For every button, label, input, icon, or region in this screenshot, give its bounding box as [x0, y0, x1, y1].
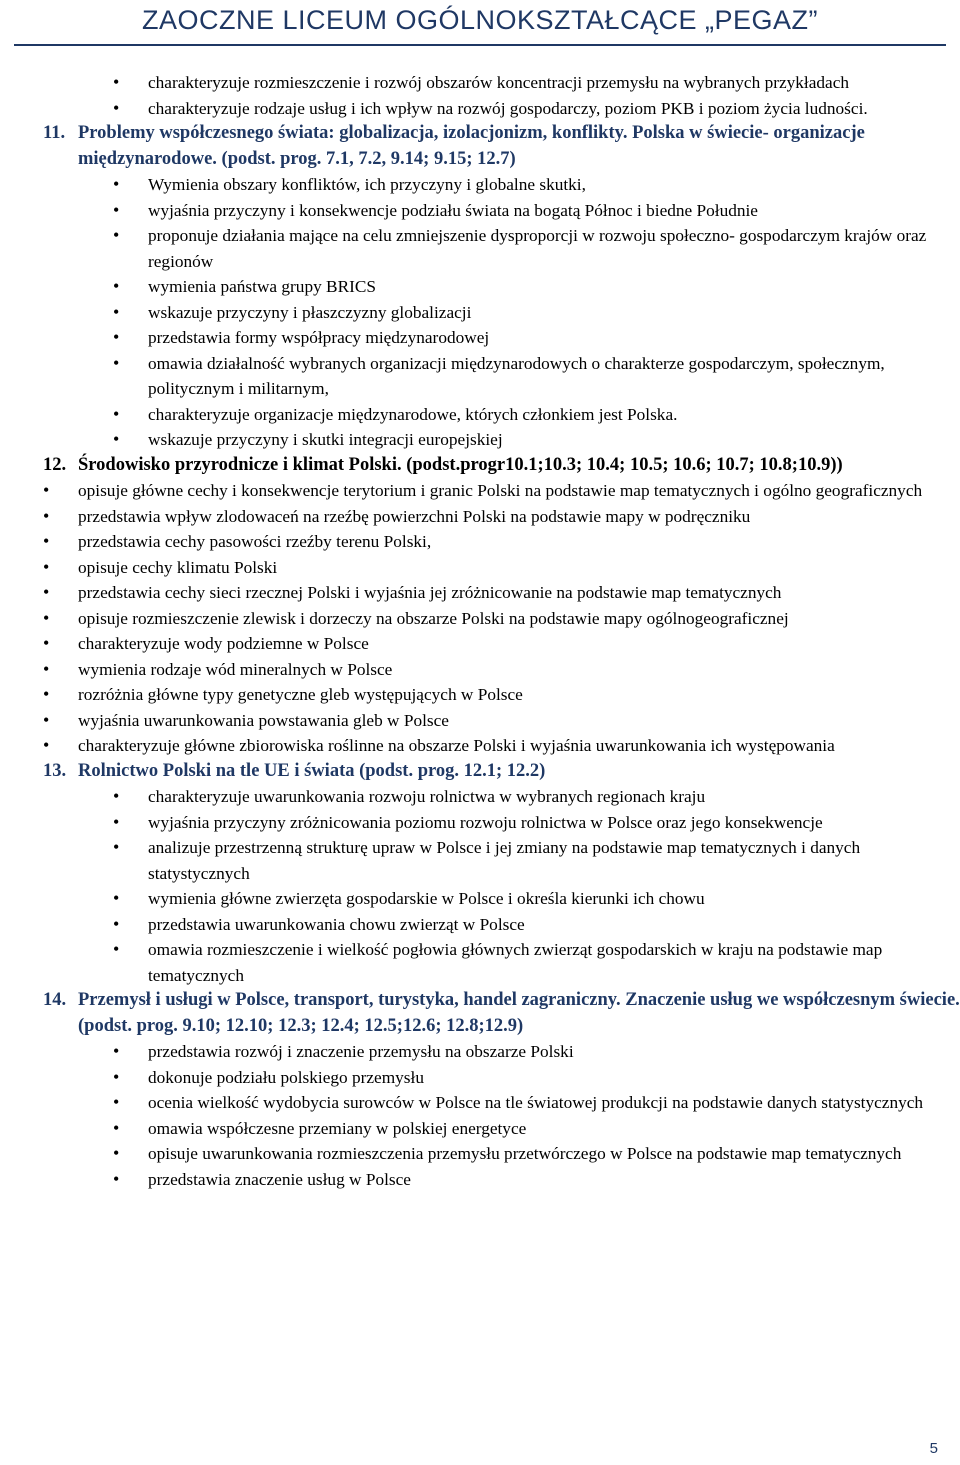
page-header	[0, 0, 960, 52]
list-item: • przedstawia wpływ zlodowaceń na rzeźbę powierzchni Polski na podstawie mapy w podręczniku	[0, 504, 960, 530]
section-heading-12: 12. Środowisko przyrodnicze i klimat Polski. (podst.progr10.1;10.3; 10.4; 10.5; 10.6; 10.7; 10.8;10.9))	[43, 454, 843, 475]
list-item: • proponuje działania mające na celu zmniejszenie dysproporcji w rozwoju społeczno- gospodarczym krajów oraz regionów	[0, 223, 960, 274]
list-item: • wymienia państwa grupy BRICS	[0, 274, 960, 300]
list-item: • Wymienia obszary konfliktów, ich przyczyny i globalne skutki,	[0, 172, 960, 198]
section-heading-11: 11. Problemy współczesnego świata: globalizacja, izolacjonizm, konflikty. Polska w świecie- organizacje międzynarodowe. (podst. prog. 7.1, 7.2, 9.14; 9.15; 12.7)	[43, 123, 865, 169]
list-item: • analizuje przestrzenną strukturę upraw w Polsce i jej zmiany na podstawie map tematycznych i danych statystycznych	[0, 835, 960, 886]
list-item: • wyjaśnia przyczyny zróżnicowania poziomu rozwoju rolnictwa w Polsce oraz jego konsekwencje	[0, 810, 960, 836]
list-item: • wymienia główne zwierzęta gospodarskie w Polsce i określa kierunki ich chowu	[0, 886, 960, 912]
list-item: • opisuje uwarunkowania rozmieszczenia przemysłu przetwórczego w Polsce na podstawie map tematycznych	[0, 1141, 960, 1167]
section-13-list	[0, 784, 960, 988]
list-item: • przedstawia uwarunkowania chowu zwierząt w Polsce	[0, 912, 960, 938]
list-item: • charakteryzuje rozmieszczenie i rozwój obszarów koncentracji przemysłu na wybranych przykładach	[0, 70, 960, 96]
list-item: • opisuje rozmieszczenie zlewisk i dorzeczy na obszarze Polski na podstawie mapy ogólnogeograficznej	[0, 606, 960, 632]
section-heading-13: 13. Rolnictwo Polski na tle UE i świata (podst. prog. 12.1; 12.2)	[43, 760, 546, 781]
list-item: • charakteryzuje rodzaje usług i ich wpływ na rozwój gospodarczy, poziom PKB i poziom życia ludności.	[0, 96, 960, 122]
list-item: • przedstawia cechy sieci rzecznej Polski i wyjaśnia jej zróżnicowanie na podstawie map tematycznych	[0, 580, 960, 606]
header-divider	[14, 44, 946, 46]
list-item: • ocenia wielkość wydobycia surowców w Polsce na tle światowej produkcji na podstawie danych statystycznych	[0, 1090, 960, 1116]
list-item: • wyjaśnia uwarunkowania powstawania gleb w Polsce	[0, 708, 960, 734]
school-name-title: ZAOCZNE LICEUM OGÓLNOKSZTAŁCĄCE „PEGAZ”	[141, 5, 819, 35]
list-item: • wskazuje przyczyny i skutki integracji europejskiej	[0, 427, 960, 453]
page-number: 5	[929, 1440, 938, 1457]
section-14-list	[0, 1039, 960, 1192]
list-item: • przedstawia cechy pasowości rzeźby terenu Polski,	[0, 529, 960, 555]
list-item: • omawia działalność wybranych organizacji międzynarodowych o charakterze gospodarczym, społecznym, politycznym i militarnym,	[0, 351, 960, 402]
list-item: • charakteryzuje uwarunkowania rozwoju rolnictwa w wybranych regionach kraju	[0, 784, 960, 810]
list-item: • charakteryzuje wody podziemne w Polsce	[0, 631, 960, 657]
list-item: • wyjaśnia przyczyny i konsekwencje podziału świata na bogatą Północ i biedne Południe	[0, 198, 960, 224]
list-item: • wskazuje przyczyny i płaszczyzny globalizacji	[0, 300, 960, 326]
list-item: • przedstawia formy współpracy międzynarodowej	[0, 325, 960, 351]
list-item: • przedstawia znaczenie usług w Polsce	[0, 1167, 960, 1193]
list-item: • charakteryzuje organizacje międzynarodowe, których członkiem jest Polska.	[0, 402, 960, 428]
document-body	[0, 70, 960, 1192]
list-item: • omawia współczesne przemiany w polskiej energetyce	[0, 1116, 960, 1142]
list-item: • dokonuje podziału polskiego przemysłu	[0, 1065, 960, 1091]
section-heading-14: 14. Przemysł i usługi w Polsce, transport, turystyka, handel zagraniczny. Znaczenie usług we współczesnym świecie. (podst. prog. 9.10; 12.10; 12.3; 12.4; 12.5;12.6; 12.8;12.9)	[43, 990, 960, 1036]
list-item: • omawia rozmieszczenie i wielkość pogłowia głównych zwierząt gospodarskich w kraju na podstawie map tematycznych	[0, 937, 960, 988]
intro-list	[0, 70, 960, 121]
list-item: • wymienia rodzaje wód mineralnych w Polsce	[0, 657, 960, 683]
list-item: • charakteryzuje główne zbiorowiska roślinne na obszarze Polski i wyjaśnia uwarunkowania ich występowania	[0, 733, 960, 759]
list-item: • rozróżnia główne typy genetyczne gleb występujących w Polsce	[0, 682, 960, 708]
section-11-list	[0, 172, 960, 453]
list-item: • przedstawia rozwój i znaczenie przemysłu na obszarze Polski	[0, 1039, 960, 1065]
section-12-list	[0, 478, 960, 759]
list-item: • opisuje cechy klimatu Polski	[0, 555, 960, 581]
list-item: • opisuje główne cechy i konsekwencje terytorium i granic Polski na podstawie map tematycznych i ogólno geograficznych	[0, 478, 960, 504]
